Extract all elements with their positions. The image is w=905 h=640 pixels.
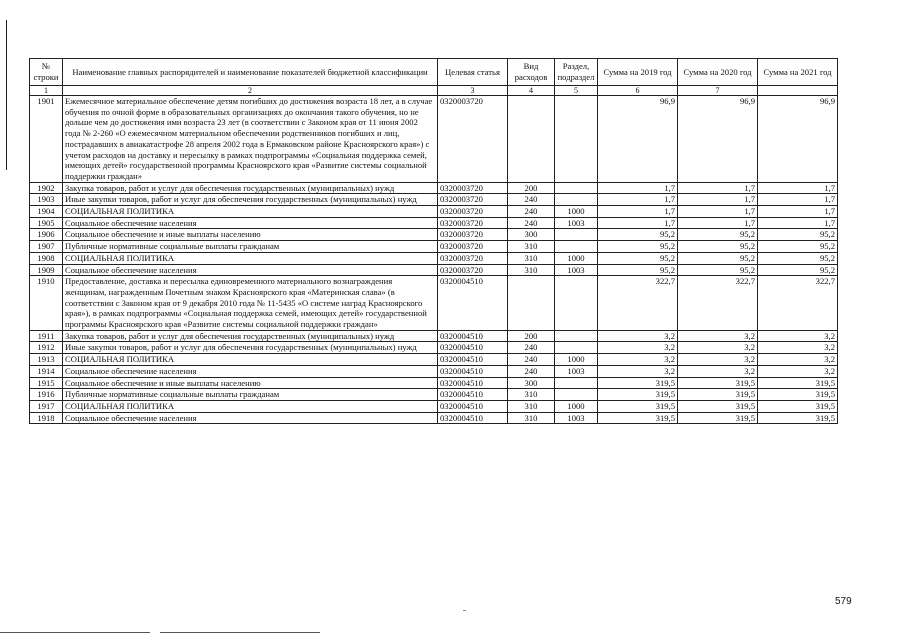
column-number: 5 [555,86,598,96]
row-number: 1902 [30,182,63,194]
sum-2020: 319,5 [678,412,758,424]
expense-type: 240 [508,365,555,377]
section-code [555,229,598,241]
expense-type: 300 [508,377,555,389]
sum-2019: 3,2 [598,365,678,377]
row-number: 1916 [30,389,63,401]
row-number: 1913 [30,354,63,366]
row-name: Социальное обеспечение населения [63,412,438,424]
column-number: 7 [678,86,758,96]
row-name: Социальное обеспечение и иные выплаты населению [63,229,438,241]
expense-type: 240 [508,194,555,206]
sum-2021: 319,5 [758,400,838,412]
table-row [30,241,838,253]
row-number: 1908 [30,252,63,264]
sum-2020: 1,7 [678,217,758,229]
column-number: 3 [438,86,508,96]
sum-2021: 3,2 [758,354,838,366]
target-article: 0320004510 [438,377,508,389]
sum-2020: 3,2 [678,330,758,342]
sum-2021: 1,7 [758,182,838,194]
target-article: 0320004510 [438,365,508,377]
section-code: 1003 [555,365,598,377]
target-article: 0320003720 [438,252,508,264]
section-code [555,276,598,331]
sum-2021: 319,5 [758,389,838,401]
sum-2020: 1,7 [678,182,758,194]
row-name: Иные закупки товаров, работ и услуг для обеспечения государственных (муниципальных) нужд [63,342,438,354]
row-number: 1904 [30,206,63,218]
row-name: Ежемесячное материальное обеспечение детям погибших до достижения возраста 18 лет, а в случае обучения по очной форме в образовательных организациях до окончания такого обучения, но не дольше чем до достижения ими возраста 23 лет (в соответствии с Законом края от 11 июня 2002 года № 2-260 «О ежемесячном материальном обеспечении родственников погибших и лиц, пострадавших в авиакатастрофе 28 апреля 2002 года в Ермаковском районе Красноярского края») с учетом расходов на доставку и пересылку в рамках подпрограммы «Социальная поддержка семей, имеющих детей» государственной программы Красноярского края «Развитие системы социальной поддержки граждан» [63,96,438,183]
row-name: Предоставление, доставка и пересылка единовременного материального вознаграждения женщинам, награжденным Почетным знаком Красноярского края «Материнская слава» (в соответствии с Законом края от 9 декабря 2010 года № 11-5435 «О системе наград Красноярского края»), в рамках подпрограммы «Социальная поддержка семей, имеющих детей» государственной программы Красноярского края «Развитие системы социальной поддержки граждан» [63,276,438,331]
sum-2020: 3,2 [678,365,758,377]
expense-type: 310 [508,400,555,412]
row-number: 1918 [30,412,63,424]
expense-type: 200 [508,330,555,342]
sum-2021: 1,7 [758,206,838,218]
sum-2020: 95,2 [678,229,758,241]
row-name: Закупка товаров, работ и услуг для обеспечения государственных (муниципальных) нужд [63,182,438,194]
sum-2019: 95,2 [598,229,678,241]
row-number: 1907 [30,241,63,253]
sum-2019: 319,5 [598,412,678,424]
section-code [555,182,598,194]
expense-type: 240 [508,342,555,354]
row-name: Социальное обеспечение населения [63,264,438,276]
row-number: 1917 [30,400,63,412]
row-number: 1905 [30,217,63,229]
sum-2021: 96,9 [758,96,838,183]
expense-type: 200 [508,182,555,194]
header-sum-2019: Сумма на 2019 год [598,59,678,86]
table-row [30,412,838,424]
target-article: 0320003720 [438,264,508,276]
sum-2020: 95,2 [678,241,758,253]
section-code: 1003 [555,412,598,424]
table-row [30,217,838,229]
target-article: 0320003720 [438,217,508,229]
sum-2019: 319,5 [598,389,678,401]
target-article: 0320004510 [438,342,508,354]
sum-2021: 3,2 [758,342,838,354]
scan-mark [463,610,466,611]
budget-table [29,58,838,424]
row-number: 1915 [30,377,63,389]
sum-2019: 1,7 [598,217,678,229]
table-row [30,354,838,366]
sum-2020: 1,7 [678,206,758,218]
column-number: 1 [30,86,63,96]
table-row [30,182,838,194]
section-code: 1000 [555,252,598,264]
sum-2021: 3,2 [758,330,838,342]
expense-type: 240 [508,217,555,229]
sum-2021: 95,2 [758,264,838,276]
table-row [30,342,838,354]
row-number: 1910 [30,276,63,331]
table-row [30,389,838,401]
table-row [30,229,838,241]
section-code [555,377,598,389]
target-article: 0320004510 [438,330,508,342]
header-sum-2020: Сумма на 2020 год [678,59,758,86]
header-sum-2021: Сумма на 2021 год [758,59,838,86]
page-number: 579 [835,596,852,607]
footer-rule [0,632,150,633]
row-number: 1909 [30,264,63,276]
target-article: 0320003720 [438,241,508,253]
expense-type [508,96,555,183]
sum-2020: 322,7 [678,276,758,331]
sum-2019: 1,7 [598,182,678,194]
column-number: 2 [63,86,438,96]
column-number: 6 [598,86,678,96]
table-row [30,276,838,331]
table-row [30,194,838,206]
table-row [30,264,838,276]
row-name: Социальное обеспечение населения [63,365,438,377]
table-row [30,400,838,412]
section-code [555,96,598,183]
sum-2020: 3,2 [678,354,758,366]
sum-2021: 322,7 [758,276,838,331]
expense-type: 310 [508,412,555,424]
expense-type: 310 [508,264,555,276]
row-name: Социальное обеспечение населения [63,217,438,229]
section-code: 1000 [555,206,598,218]
expense-type [508,276,555,331]
sum-2021: 95,2 [758,229,838,241]
sum-2019: 322,7 [598,276,678,331]
sum-2021: 3,2 [758,365,838,377]
footer-rule [160,632,320,633]
row-name: Социальное обеспечение и иные выплаты населению [63,377,438,389]
target-article: 0320003720 [438,194,508,206]
expense-type: 240 [508,206,555,218]
row-name: СОЦИАЛЬНАЯ ПОЛИТИКА [63,354,438,366]
header-target-article: Целевая статья [438,59,508,86]
row-name: СОЦИАЛЬНАЯ ПОЛИТИКА [63,206,438,218]
sum-2021: 319,5 [758,412,838,424]
table-row [30,252,838,264]
header-section: Раздел, подраздел [555,59,598,86]
row-number: 1906 [30,229,63,241]
sum-2019: 1,7 [598,194,678,206]
expense-type: 310 [508,389,555,401]
target-article: 0320003720 [438,182,508,194]
section-code [555,342,598,354]
expense-type: 310 [508,252,555,264]
sum-2019: 96,9 [598,96,678,183]
row-name: СОЦИАЛЬНАЯ ПОЛИТИКА [63,252,438,264]
table-row [30,377,838,389]
sum-2021: 95,2 [758,252,838,264]
sum-2019: 95,2 [598,252,678,264]
target-article: 0320004510 [438,276,508,331]
target-article: 0320003720 [438,229,508,241]
expense-type: 300 [508,229,555,241]
sum-2019: 319,5 [598,400,678,412]
sum-2019: 95,2 [598,264,678,276]
sum-2019: 3,2 [598,330,678,342]
sum-2020: 319,5 [678,400,758,412]
row-number: 1901 [30,96,63,183]
sum-2020: 95,2 [678,264,758,276]
table-row [30,96,838,183]
sum-2019: 3,2 [598,342,678,354]
target-article: 0320004510 [438,400,508,412]
row-number: 1914 [30,365,63,377]
target-article: 0320004510 [438,389,508,401]
target-article: 0320003720 [438,96,508,183]
sum-2020: 319,5 [678,389,758,401]
column-number: 4 [508,86,555,96]
table-row [30,206,838,218]
target-article: 0320004510 [438,412,508,424]
section-code: 1003 [555,217,598,229]
row-name: Публичные нормативные социальные выплаты гражданам [63,389,438,401]
header-expense-type: Вид расходов [508,59,555,86]
row-name: Публичные нормативные социальные выплаты гражданам [63,241,438,253]
sum-2021: 1,7 [758,194,838,206]
sum-2021: 319,5 [758,377,838,389]
sum-2020: 3,2 [678,342,758,354]
section-code: 1000 [555,354,598,366]
sum-2020: 95,2 [678,252,758,264]
sum-2020: 96,9 [678,96,758,183]
row-number: 1911 [30,330,63,342]
sum-2020: 319,5 [678,377,758,389]
target-article: 0320003720 [438,206,508,218]
sum-2019: 95,2 [598,241,678,253]
sum-2019: 319,5 [598,377,678,389]
section-code [555,194,598,206]
section-code [555,389,598,401]
sum-2020: 1,7 [678,194,758,206]
sum-2019: 3,2 [598,354,678,366]
header-row-number: № строки [30,59,63,86]
target-article: 0320004510 [438,354,508,366]
row-number: 1903 [30,194,63,206]
sum-2019: 1,7 [598,206,678,218]
row-name: Закупка товаров, работ и услуг для обеспечения государственных (муниципальных) нужд [63,330,438,342]
row-number: 1912 [30,342,63,354]
margin-rule [6,20,7,170]
section-code: 1003 [555,264,598,276]
expense-type: 240 [508,354,555,366]
table-row [30,330,838,342]
header-name: Наименование главных распорядителей и наименование показателей бюджетной классификации [63,59,438,86]
section-code [555,330,598,342]
sum-2021: 1,7 [758,217,838,229]
row-name: Иные закупки товаров, работ и услуг для обеспечения государственных (муниципальных) нужд [63,194,438,206]
expense-type: 310 [508,241,555,253]
section-code [555,241,598,253]
table-row [30,365,838,377]
row-name: СОЦИАЛЬНАЯ ПОЛИТИКА [63,400,438,412]
sum-2021: 95,2 [758,241,838,253]
section-code: 1000 [555,400,598,412]
column-number-empty [758,86,838,96]
